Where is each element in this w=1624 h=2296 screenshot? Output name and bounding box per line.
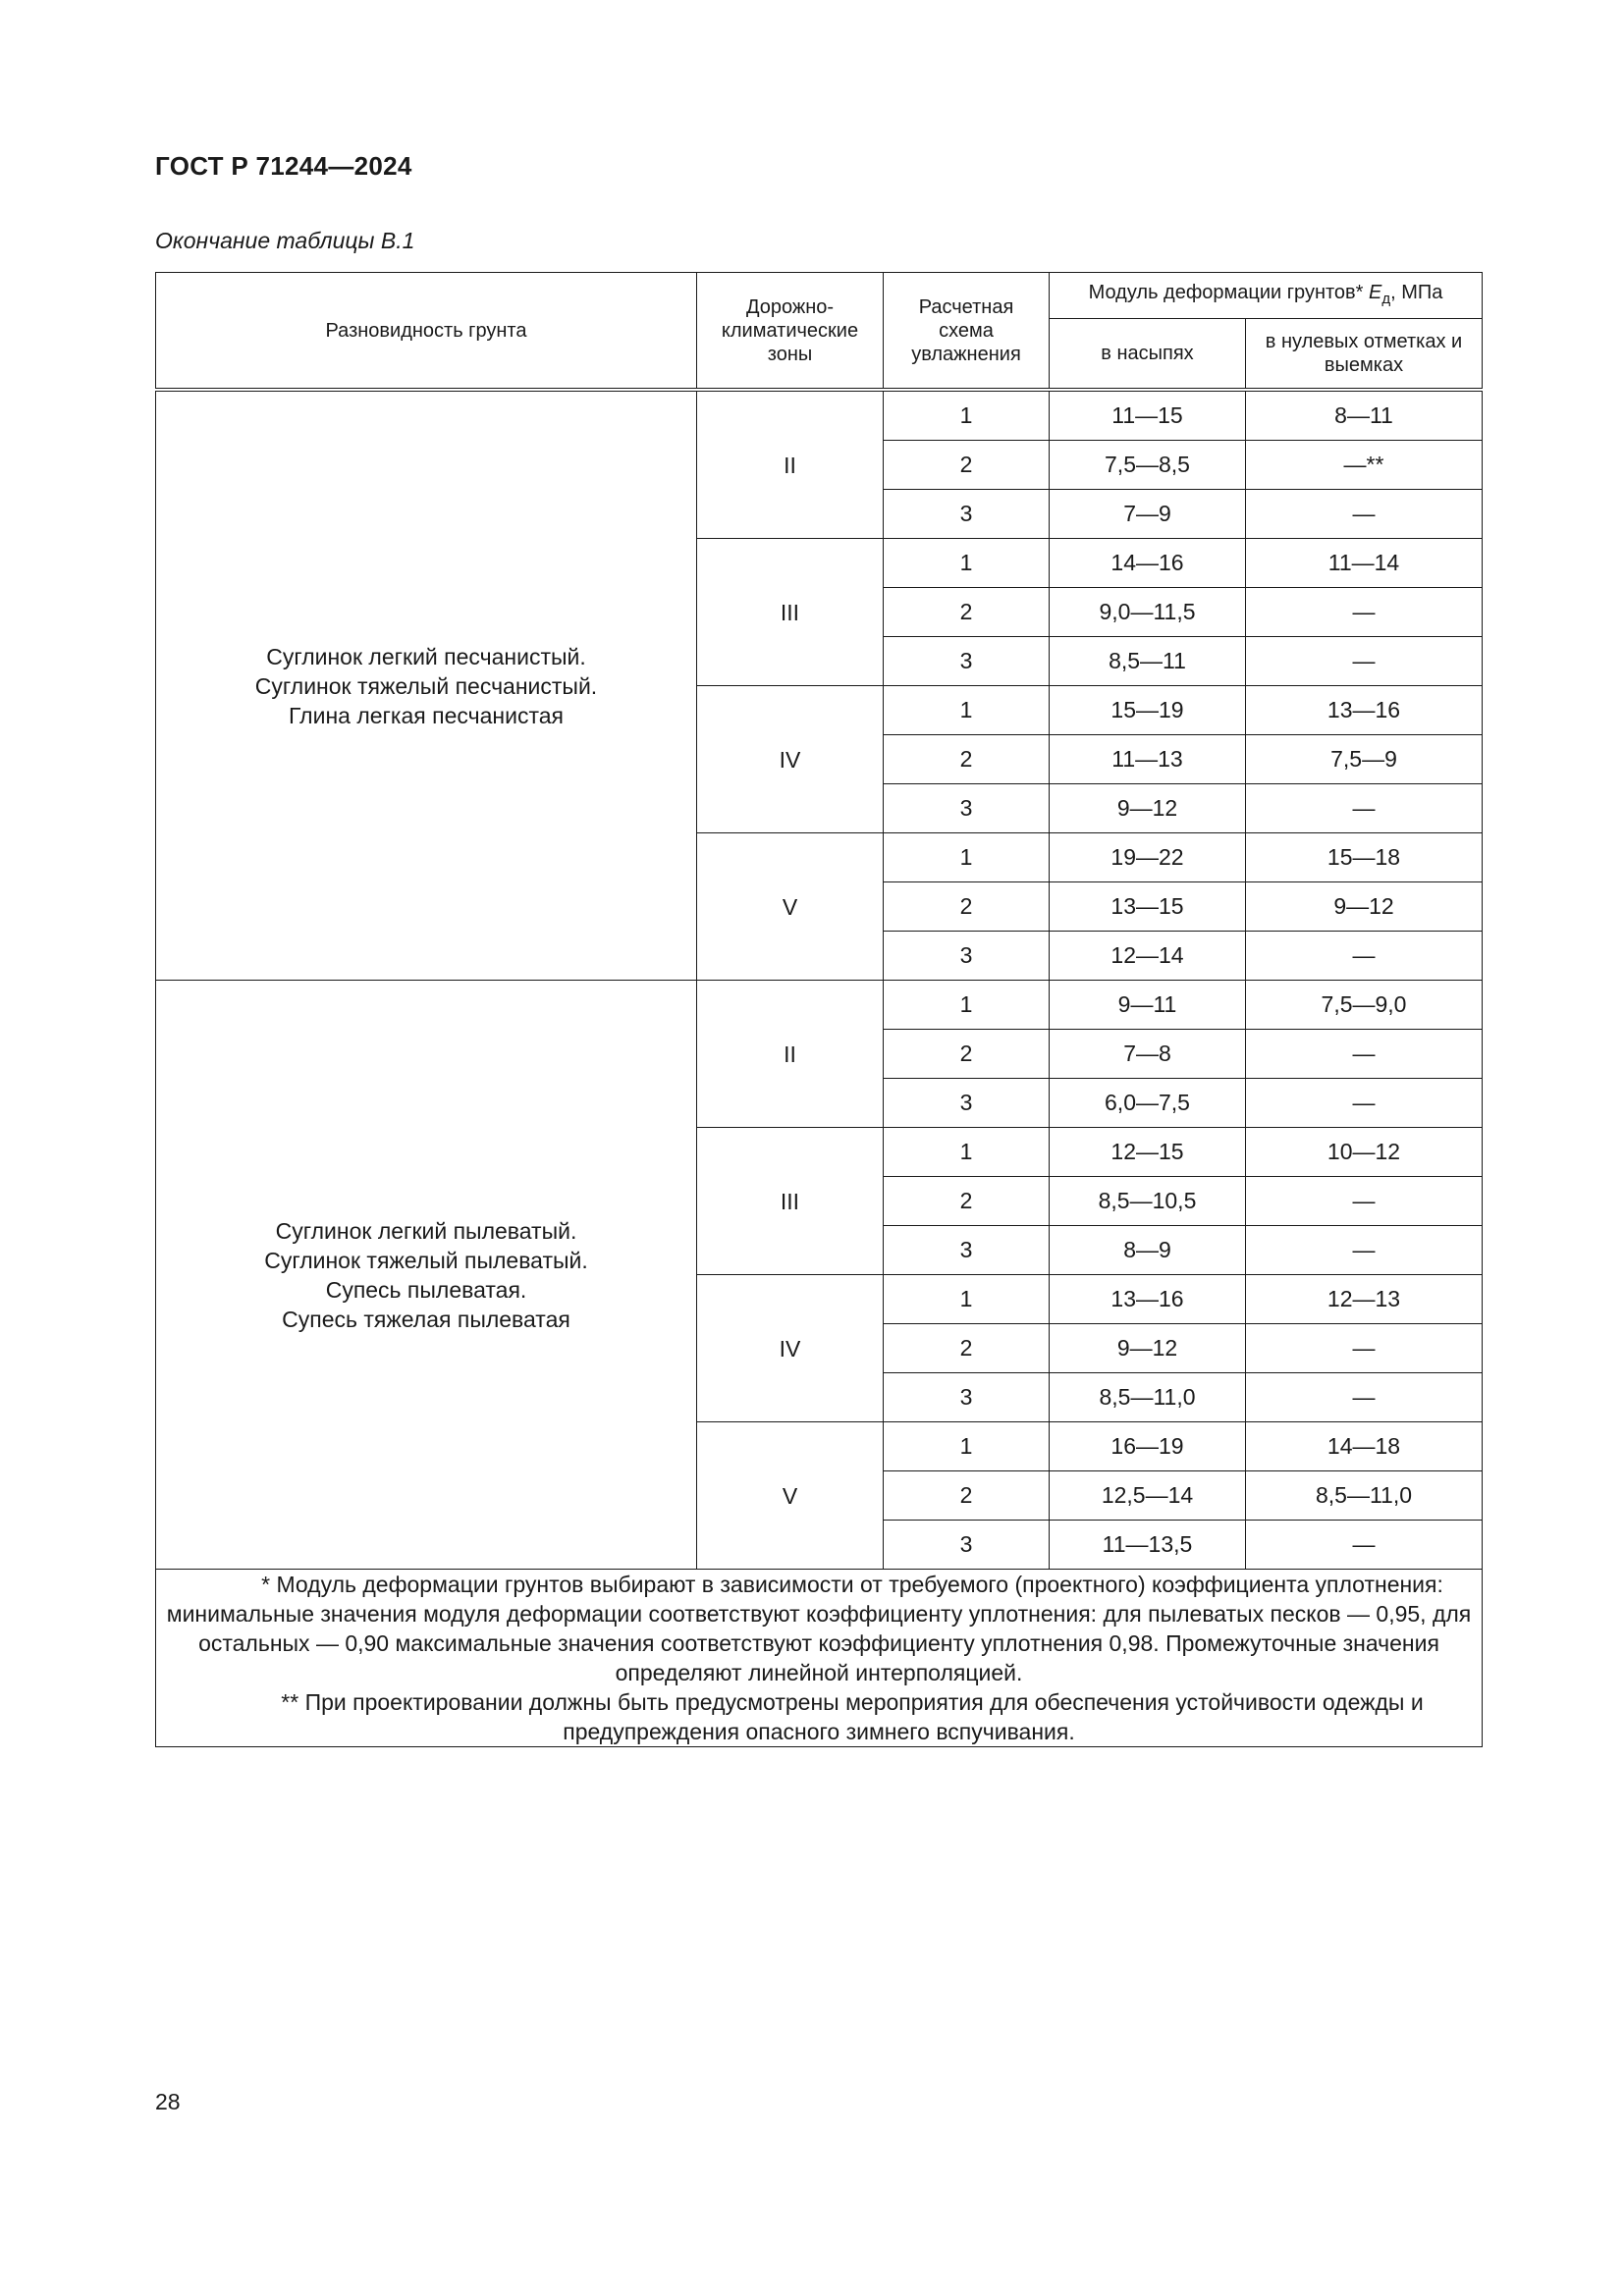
moisture-scheme-cell: 2: [884, 882, 1050, 932]
header-cut-text: в нулевых отметках и выемках: [1265, 331, 1463, 376]
soil-type-line: Суглинок легкий песчанистый.: [266, 643, 586, 669]
moisture-scheme-cell: 2: [884, 1177, 1050, 1226]
soil-type-cell: [156, 390, 697, 981]
embankment-value-cell: 14—16: [1050, 539, 1246, 588]
header-climatic-zones: [697, 273, 884, 391]
cut-value-cell: 8,5—11,0: [1246, 1471, 1483, 1521]
climatic-zone-cell: V: [697, 833, 884, 981]
table-row: [156, 390, 1483, 441]
climatic-zone-cell: II: [697, 981, 884, 1128]
cut-value-cell: —: [1246, 1324, 1483, 1373]
moisture-scheme-cell: 1: [884, 686, 1050, 735]
moisture-scheme-cell: 3: [884, 1373, 1050, 1422]
embankment-value-cell: 7,5—8,5: [1050, 441, 1246, 490]
soil-type-cell: [156, 981, 697, 1570]
moisture-scheme-cell: 1: [884, 539, 1050, 588]
moisture-scheme-cell: 3: [884, 932, 1050, 981]
cut-value-cell: —: [1246, 588, 1483, 637]
embankment-value-cell: 7—9: [1050, 490, 1246, 539]
embankment-value-cell: 9—12: [1050, 784, 1246, 833]
cut-value-cell: 14—18: [1246, 1422, 1483, 1471]
moisture-scheme-cell: 3: [884, 1226, 1050, 1275]
footnote-cell: [156, 1570, 1483, 1747]
soil-type-line: Глина легкая песчанистая: [289, 702, 564, 728]
cut-value-cell: —: [1246, 1030, 1483, 1079]
soil-type-line: Суглинок легкий пылеватый.: [275, 1217, 577, 1244]
page-number: 28: [155, 2089, 181, 2114]
soil-type-line: Супесь пылеватая.: [325, 1276, 527, 1303]
table-row: [156, 981, 1483, 1030]
moisture-scheme-cell: 2: [884, 735, 1050, 784]
moisture-scheme-cell: 2: [884, 1471, 1050, 1521]
cut-value-cell: —: [1246, 784, 1483, 833]
moisture-scheme-cell: 3: [884, 1079, 1050, 1128]
embankment-value-cell: 8,5—11: [1050, 637, 1246, 686]
footnote-text: * Модуль деформации грунтов выбирают в зависимости от требуемого (проектного) коэффициента уплотнения: минимальные значения модуля деформации соответствуют коэффициенту уплотнения: для пылеватых песков — 0,95, для остальных — 0,90 максимальные значения соответствуют коэффициенту уплотнения 0,98. Промежуточные значения определяют линейной интерполяцией.: [166, 1572, 1472, 1685]
cut-value-cell: 10—12: [1246, 1128, 1483, 1177]
embankment-value-cell: 6,0—7,5: [1050, 1079, 1246, 1128]
climatic-zone-cell: III: [697, 1128, 884, 1275]
moisture-scheme-cell: 1: [884, 981, 1050, 1030]
embankment-value-cell: 11—15: [1050, 390, 1246, 441]
cut-value-cell: —: [1246, 637, 1483, 686]
cut-value-cell: 8—11: [1246, 390, 1483, 441]
header-soil-type: Разновидность грунта: [156, 273, 697, 391]
cut-value-cell: —: [1246, 1521, 1483, 1570]
header-modulus-subscript: д: [1381, 290, 1391, 307]
embankment-value-cell: 8,5—11,0: [1050, 1373, 1246, 1422]
embankment-value-cell: 15—19: [1050, 686, 1246, 735]
embankment-value-cell: 13—16: [1050, 1275, 1246, 1324]
cut-value-cell: —**: [1246, 441, 1483, 490]
climatic-zone-cell: III: [697, 539, 884, 686]
table-caption: Окончание таблицы В.1: [155, 228, 415, 253]
soil-modulus-table: [155, 272, 1483, 1747]
cut-value-cell: —: [1246, 1226, 1483, 1275]
footnote-row: [156, 1570, 1483, 1747]
embankment-value-cell: 7—8: [1050, 1030, 1246, 1079]
moisture-scheme-cell: 2: [884, 1030, 1050, 1079]
soil-type-line: Супесь тяжелая пылеватая: [282, 1306, 570, 1332]
cut-value-cell: 15—18: [1246, 833, 1483, 882]
footnote-text: ** При проектировании должны быть предусмотрены мероприятия для обеспечения устойчивости одежды и предупреждения опасного зимнего вспучивания.: [281, 1689, 1424, 1744]
header-moisture-scheme-text: Расчетная схема увлажнения: [911, 295, 1021, 365]
embankment-value-cell: 8,5—10,5: [1050, 1177, 1246, 1226]
cut-value-cell: 9—12: [1246, 882, 1483, 932]
moisture-scheme-cell: 3: [884, 784, 1050, 833]
header-modulus-main: Модуль деформации грунтов*: [1088, 281, 1370, 303]
embankment-value-cell: 9—12: [1050, 1324, 1246, 1373]
cut-value-cell: —: [1246, 1079, 1483, 1128]
header-modulus-symbol: E: [1369, 281, 1382, 303]
moisture-scheme-cell: 1: [884, 1422, 1050, 1471]
header-deformation-modulus: [1050, 273, 1483, 319]
moisture-scheme-cell: 1: [884, 1275, 1050, 1324]
moisture-scheme-cell: 3: [884, 637, 1050, 686]
climatic-zone-cell: IV: [697, 1275, 884, 1422]
moisture-scheme-cell: 1: [884, 1128, 1050, 1177]
moisture-scheme-cell: 2: [884, 588, 1050, 637]
header-embankment: в насыпях: [1050, 319, 1246, 391]
climatic-zone-cell: II: [697, 390, 884, 539]
climatic-zone-cell: V: [697, 1422, 884, 1570]
embankment-value-cell: 9,0—11,5: [1050, 588, 1246, 637]
embankment-value-cell: 19—22: [1050, 833, 1246, 882]
cut-value-cell: —: [1246, 1177, 1483, 1226]
embankment-value-cell: 11—13,5: [1050, 1521, 1246, 1570]
cut-value-cell: 12—13: [1246, 1275, 1483, 1324]
moisture-scheme-cell: 2: [884, 441, 1050, 490]
moisture-scheme-cell: 3: [884, 490, 1050, 539]
embankment-value-cell: 13—15: [1050, 882, 1246, 932]
cut-value-cell: 7,5—9: [1246, 735, 1483, 784]
header-modulus-unit: , МПа: [1390, 281, 1443, 303]
climatic-zone-cell: IV: [697, 686, 884, 833]
embankment-value-cell: 12—15: [1050, 1128, 1246, 1177]
embankment-value-cell: 12,5—14: [1050, 1471, 1246, 1521]
cut-value-cell: 13—16: [1246, 686, 1483, 735]
embankment-value-cell: 9—11: [1050, 981, 1246, 1030]
moisture-scheme-cell: 1: [884, 833, 1050, 882]
moisture-scheme-cell: 3: [884, 1521, 1050, 1570]
cut-value-cell: 7,5—9,0: [1246, 981, 1483, 1030]
cut-value-cell: —: [1246, 932, 1483, 981]
document-header: ГОСТ Р 71244—2024: [155, 151, 412, 181]
header-cut: [1246, 319, 1483, 391]
header-moisture-scheme: [884, 273, 1050, 391]
embankment-value-cell: 16—19: [1050, 1422, 1246, 1471]
header-climatic-zones-text: Дорожно-климатические зоны: [721, 295, 859, 365]
table-body: [156, 390, 1483, 1747]
embankment-value-cell: 12—14: [1050, 932, 1246, 981]
cut-value-cell: 11—14: [1246, 539, 1483, 588]
soil-type-line: Суглинок тяжелый песчанистый.: [254, 672, 598, 699]
moisture-scheme-cell: 2: [884, 1324, 1050, 1373]
embankment-value-cell: 8—9: [1050, 1226, 1246, 1275]
cut-value-cell: —: [1246, 1373, 1483, 1422]
embankment-value-cell: 11—13: [1050, 735, 1246, 784]
cut-value-cell: —: [1246, 490, 1483, 539]
moisture-scheme-cell: 1: [884, 390, 1050, 441]
soil-type-line: Суглинок тяжелый пылеватый.: [264, 1247, 588, 1273]
